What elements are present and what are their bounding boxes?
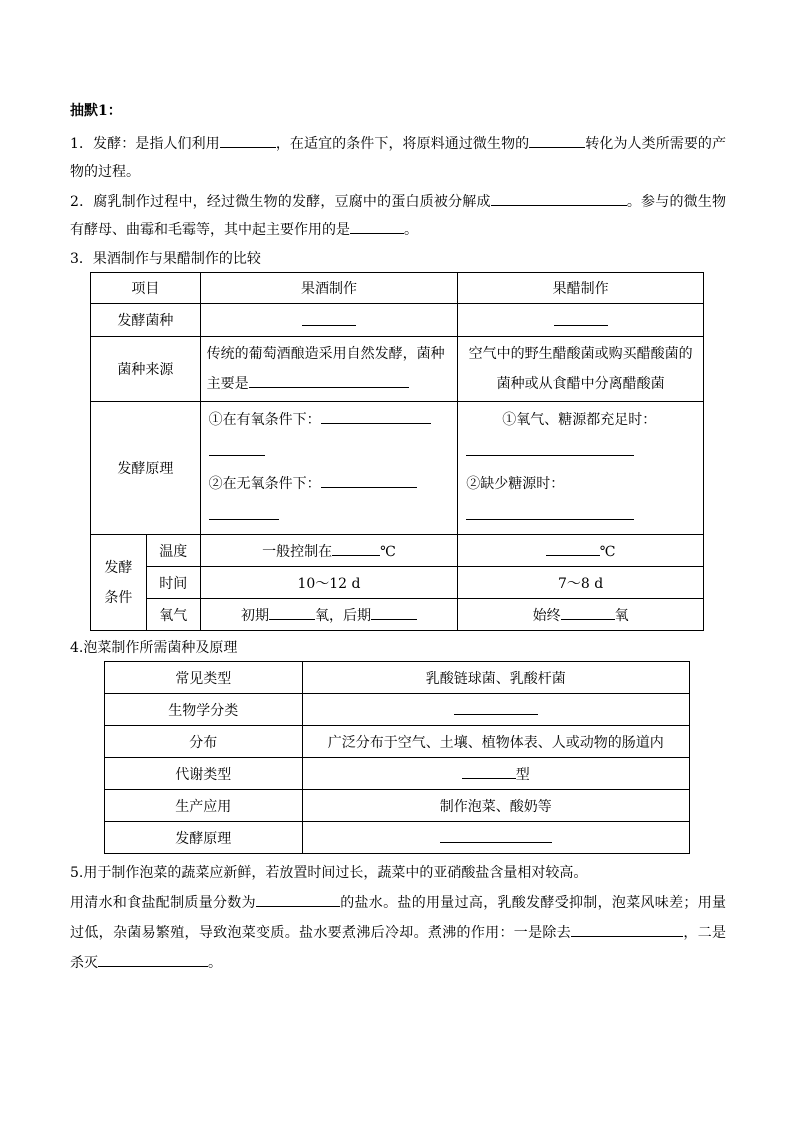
vinegar-source: 空气中的野生醋酸菌或购买醋酸菌的菌种或从食醋中分离醋酸菌 (458, 337, 704, 402)
blank[interactable] (529, 133, 585, 148)
blank[interactable] (462, 764, 516, 779)
blank[interactable] (209, 441, 265, 456)
row-principle-label: 发酵原理 (91, 402, 201, 535)
question-5-body: 用清水和食盐配制质量分数为 的盐水。盐的用量过高，乳酸发酵受抑制，泡菜风味差；用量过低，杂菌易繁殖，导致泡菜变质。盐水要煮沸后冷却。煮沸的作用：一是除去 ，二是杀灭 。 (70, 888, 726, 978)
blank[interactable] (571, 922, 683, 937)
header-vinegar: 果醋制作 (458, 273, 704, 304)
blank[interactable] (440, 828, 552, 843)
blank[interactable] (256, 892, 340, 907)
row-value: 制作泡菜、酸奶等 (302, 790, 689, 822)
blank[interactable] (321, 473, 417, 488)
question-2: 2．腐乳制作过程中，经过微生物的发酵，豆腐中的蛋白质被分解成 。参与的微生物有酵母、曲霉和毛霉等，其中起主要作用的是 。 (70, 188, 726, 244)
blank[interactable] (350, 219, 404, 234)
question-5-line1: 5.用于制作泡菜的蔬菜应新鲜，若放置时间过长，蔬菜中的亚硝酸盐含量相对较高。 (70, 865, 588, 881)
oxygen-label: 氧气 (146, 599, 200, 631)
blank[interactable] (269, 605, 315, 620)
row-label: 代谢类型 (105, 758, 303, 790)
row-label: 生产应用 (105, 790, 303, 822)
section-4-title: 4.泡菜制作所需菌种及原理 (70, 640, 238, 656)
blank[interactable] (209, 505, 279, 520)
row-label: 生物学分类 (105, 694, 303, 726)
blank[interactable] (546, 541, 600, 556)
wine-time: 10～12 d (200, 567, 458, 599)
vinegar-time: 7～8 d (458, 567, 704, 599)
header-item: 项目 (91, 273, 201, 304)
blank[interactable] (454, 700, 538, 715)
row-label: 发酵原理 (105, 822, 303, 854)
blank[interactable] (220, 133, 276, 148)
blank[interactable] (249, 373, 409, 388)
section-3-title: 3．果酒制作与果醋制作的比较 (70, 251, 261, 267)
blank[interactable] (98, 952, 208, 967)
blank[interactable] (466, 441, 634, 456)
question-1: 1．发酵：是指人们利用 ，在适宜的条件下，将原料通过微生物的 转化为人类所需要的产物的过程。 (70, 130, 726, 186)
blank[interactable] (466, 505, 634, 520)
blank[interactable] (561, 605, 615, 620)
row-value: 广泛分布于空气、土壤、植物体表、人或动物的肠道内 (302, 726, 689, 758)
condition-label: 发酵 条件 (91, 535, 147, 631)
row-label: 常见类型 (105, 662, 303, 694)
header-wine: 果酒制作 (200, 273, 458, 304)
row-source-label: 菌种来源 (91, 337, 201, 402)
blank[interactable] (371, 605, 417, 620)
blank[interactable] (332, 541, 380, 556)
lactic-bacteria-table: 常见类型 乳酸链球菌、乳酸杆菌 生物学分类 分布 广泛分布于空气、土壤、植物体表、人或动物的肠道内 代谢类型 型 生产应用 制作泡菜、酸奶等 发酵原理 (104, 661, 690, 854)
time-label: 时间 (146, 567, 200, 599)
heading: 抽默1： (70, 103, 122, 119)
blank[interactable] (302, 311, 356, 326)
row-strain-label: 发酵菌种 (91, 304, 201, 337)
blank[interactable] (491, 191, 627, 206)
row-value: 乳酸链球菌、乳酸杆菌 (302, 662, 689, 694)
worksheet (70, 100, 726, 978)
row-label: 分布 (105, 726, 303, 758)
wine-vinegar-table: 项目 果酒制作 果醋制作 发酵菌种 菌种来源 传统的葡萄酒酿造采用自然发酵，菌种 主要是 空气中的野生醋酸菌或购买醋酸菌的菌种或从食醋中分离醋酸菌 发酵原理 ①在有氧条件下： ②在无氧条件下： ①氧气、糖源都充足时： ②缺少糖源时： 发酵 条件 温度 一般控制在 ℃ ℃ 时间 10～12 d 7～8 d 氧气 初期 氧，后期 始终 氧 (90, 272, 704, 631)
blank[interactable] (321, 409, 431, 424)
blank[interactable] (554, 311, 608, 326)
temp-label: 温度 (146, 535, 200, 567)
